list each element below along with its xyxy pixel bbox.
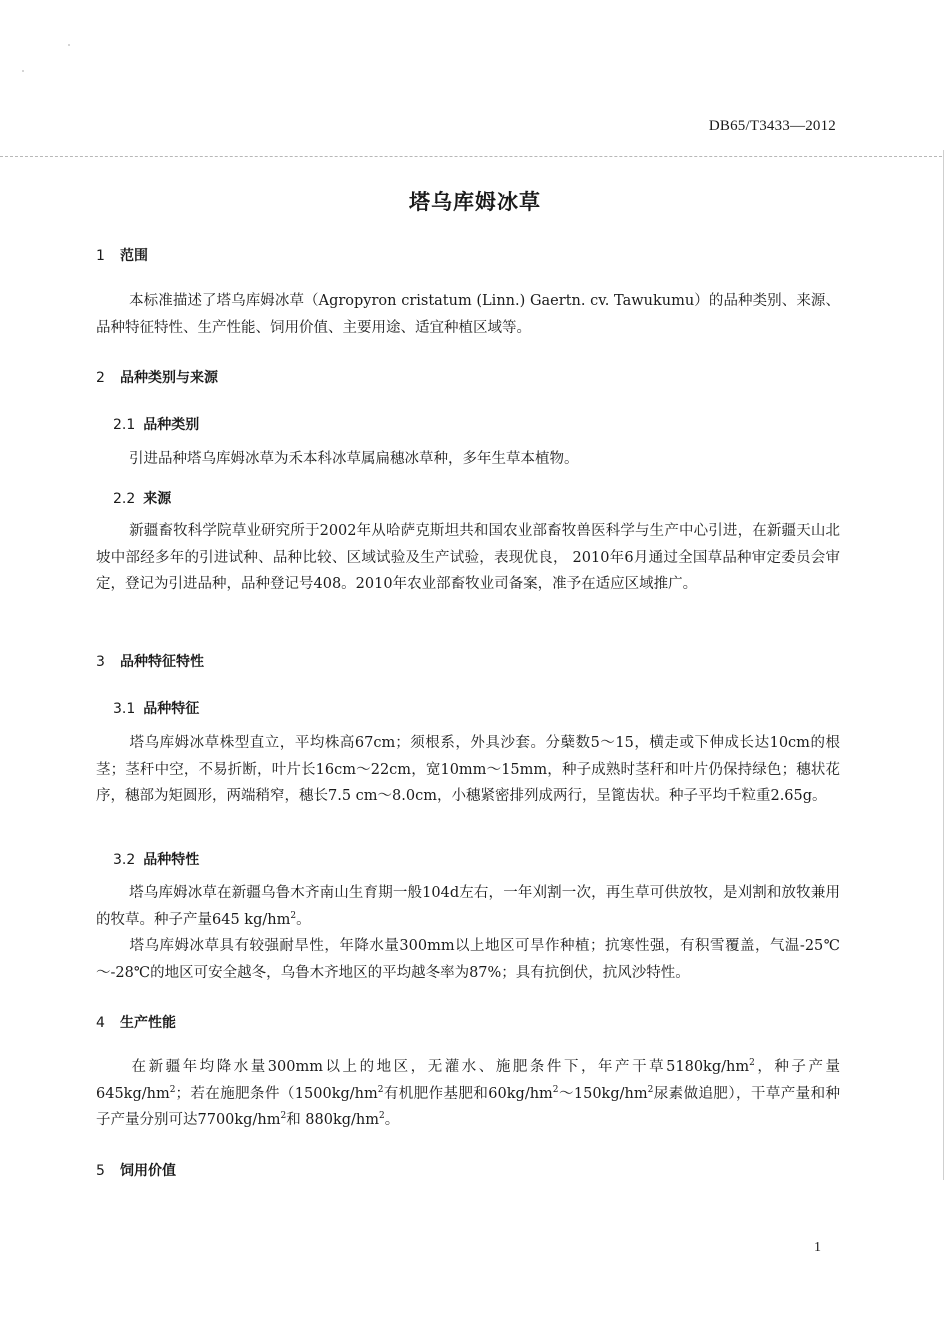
subsection-title: 品种类别 bbox=[143, 417, 200, 433]
paragraph-text: ，种子产量645kg/hm bbox=[96, 1059, 840, 1102]
section-title: 饲用价值 bbox=[120, 1163, 176, 1179]
subsection-heading-2-2 bbox=[113, 488, 171, 508]
subsection-number: 3.1 bbox=[113, 701, 136, 717]
document-title: 塔乌库姆冰草 bbox=[409, 190, 541, 214]
paragraph-text: 有机肥作基肥和60kg/hm bbox=[383, 1085, 553, 1102]
page-number: 1 bbox=[814, 1240, 821, 1255]
section-heading-5 bbox=[96, 1160, 176, 1180]
section-heading-1 bbox=[96, 245, 148, 265]
paragraph-text: 。 bbox=[384, 1112, 400, 1128]
paragraph-production bbox=[96, 1054, 840, 1134]
document-code: DB65/T3433—2012 bbox=[708, 118, 836, 134]
superscript: 2 bbox=[377, 1084, 384, 1095]
subsection-number: 2.2 bbox=[113, 491, 136, 507]
superscript: 2 bbox=[169, 1084, 176, 1095]
paragraph-properties-1 bbox=[96, 880, 840, 933]
section-title: 品种类别与来源 bbox=[120, 370, 218, 386]
section-title: 生产性能 bbox=[120, 1015, 176, 1031]
paragraph-text: 新疆畜牧科学院草业研究所于2002年从哈萨克斯坦共和国农业部畜牧兽医科学与生产中心引进，在新疆天山北坡中部经多年的引进试种、品种比较、区域试验及生产试验，表现优良， 2010年6月通过全国草品种审定委员会审定，登记为引进品种，品种登记号408。2010年农业部畜牧业司备案，准予在适应区域推广。 bbox=[96, 523, 840, 592]
paragraph-text: 在新疆年均降水量300mm以上的地区，无灌水、施肥条件下，年产干草5180kg/hm bbox=[129, 1059, 750, 1075]
subsection-heading-3-2 bbox=[113, 849, 199, 869]
paragraph-text: 本标准描述了塔乌库姆冰草（Agropyron cristatum (Linn.) Gaertn. cv. Tawukumu）的品种类别、来源、品种特征特性、生产性能、饲用价值、主要用途、适宜种植区域等。 bbox=[96, 293, 840, 336]
section-number: 1 bbox=[96, 248, 105, 264]
superscript: 2 bbox=[552, 1084, 559, 1095]
superscript: 2 bbox=[379, 1111, 385, 1122]
subsection-number: 2.1 bbox=[113, 417, 136, 433]
section-heading-2 bbox=[96, 367, 218, 387]
section-title: 范围 bbox=[120, 248, 148, 264]
subsection-number: 3.2 bbox=[113, 852, 136, 868]
paragraph-text: 。 bbox=[296, 911, 311, 928]
paragraph-scope bbox=[96, 288, 840, 341]
paragraph-text: 塔乌库姆冰草在新疆乌鲁木齐南山生育期一般104d左右，一年刈割一次，再生草可供放牧，是刈割和放牧兼用的牧草。种子产量645 kg/hm bbox=[96, 885, 840, 928]
paragraph-text: 和 880kg/hm bbox=[286, 1112, 380, 1128]
scan-speck bbox=[22, 70, 24, 72]
superscript: 2 bbox=[749, 1058, 755, 1069]
paragraph-text: 塔乌库姆冰草具有较强耐旱性，年降水量300mm以上地区可旱作种植；抗寒性强，有积雪覆盖，气温-25℃～-28℃的地区可安全越冬，乌鲁木齐地区的平均越冬率为87%；具有抗倒伏，抗风沙特性。 bbox=[96, 938, 840, 981]
header-divider bbox=[0, 156, 942, 157]
subsection-heading-3-1 bbox=[113, 698, 199, 718]
paragraph-category bbox=[96, 446, 840, 473]
paragraph-text: 塔乌库姆冰草株型直立，平均株高67cm；须根系，外具沙套。分蘖数5～15，横走或下伸成长达10cm的根茎；茎秆中空，不易折断，叶片长16cm～22cm，宽10mm～15mm，种子成熟时茎秆和叶片仍保持绿色；穗状花序，穗部为矩圆形，两端稍窄，穗长7.5 cm～8.0cm，小穗紧密排列成两行，呈篦齿状。种子平均千粒重2.65g。 bbox=[96, 735, 840, 804]
paragraph-origin bbox=[96, 518, 840, 598]
superscript: 2 bbox=[290, 910, 297, 921]
superscript: 2 bbox=[280, 1111, 287, 1122]
paragraph-properties-2 bbox=[96, 933, 840, 986]
section-heading-4 bbox=[96, 1012, 176, 1032]
subsection-heading-2-1 bbox=[113, 414, 199, 434]
paragraph-text: ～150kg/hm bbox=[558, 1085, 648, 1102]
subsection-title: 品种特征 bbox=[143, 701, 200, 717]
superscript: 2 bbox=[647, 1084, 654, 1095]
section-number: 2 bbox=[96, 370, 105, 386]
section-number: 3 bbox=[96, 654, 105, 670]
subsection-title: 品种特性 bbox=[143, 852, 200, 868]
scan-speck bbox=[68, 44, 70, 46]
paragraph-text: 引进品种塔乌库姆冰草为禾本科冰草属扁穗冰草种，多年生草本植物。 bbox=[129, 451, 579, 467]
section-number: 5 bbox=[96, 1163, 105, 1179]
scan-edge-line bbox=[943, 150, 944, 1180]
paragraph-text: 尿素做追肥），干草产量和种子产量分别可达7700kg/hm bbox=[96, 1085, 840, 1128]
paragraph-text: ；若在施肥条件（1500kg/hm bbox=[175, 1085, 378, 1102]
section-title: 品种特征特性 bbox=[120, 654, 204, 670]
paragraph-characteristics bbox=[96, 730, 840, 810]
section-number: 4 bbox=[96, 1015, 105, 1031]
subsection-title: 来源 bbox=[143, 491, 172, 507]
section-heading-3 bbox=[96, 651, 204, 671]
